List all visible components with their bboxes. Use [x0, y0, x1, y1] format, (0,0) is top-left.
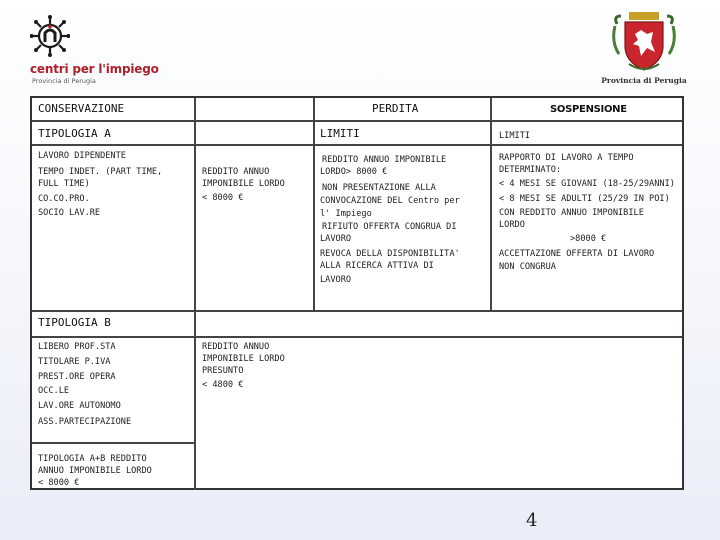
tipologia-a-item: SOCIO LAV.RE [38, 208, 101, 218]
centri-impiego-emblem-icon [30, 14, 70, 60]
tipologia-b-item: ASS.PARTECIPAZIONE [38, 417, 132, 427]
col-divider-3 [490, 98, 492, 310]
subheader-limiti-perdita: LIMITI [320, 127, 360, 140]
brand-subtitle: Provincia di Perugia [32, 77, 96, 85]
tipologia-b-item: OCC.LE [38, 386, 70, 396]
perdita-limit-line: CONVOCAZIONE DEL Centro per [320, 196, 460, 206]
tipologia-b-item: LIBERO PROF.STA [38, 342, 116, 352]
tipologia-a-limit: REDDITO ANNUO [202, 167, 270, 177]
subheader-tipologia-b: TIPOLOGIA B [38, 316, 111, 329]
tipologia-ab-line: TIPOLOGIA A+B REDDITO [38, 454, 147, 464]
conservazione-table [30, 96, 684, 490]
sospensione-limit-line: NON CONGRUA [499, 262, 556, 272]
perdita-limit-line: LAVORO [320, 234, 352, 244]
perdita-limit-line: NON PRESENTAZIONE ALLA [322, 183, 436, 193]
sospensione-limit-line: DETERMINATO: [499, 165, 562, 175]
perdita-limit-line: LAVORO [320, 275, 352, 285]
row-divider-4 [32, 336, 682, 338]
perdita-limit-line: RIFIUTO OFFERTA CONGRUA DI [322, 222, 457, 232]
provincia-coat-of-arms-icon [611, 12, 677, 74]
tipologia-b-limit: IMPONIBILE LORDO [202, 354, 285, 364]
tipologia-ab-line: ANNUO IMPONIBILE LORDO [38, 466, 152, 476]
row-divider-3 [32, 310, 682, 312]
perdita-limit-line: LORDO> 8000 € [320, 167, 388, 177]
tipologia-b-limit: < 4800 € [202, 380, 244, 390]
col-divider-2 [313, 98, 315, 310]
tipologia-b-item: TITOLARE P.IVA [38, 357, 111, 367]
tipologia-b-limit: REDDITO ANNUO [202, 342, 270, 352]
tipologia-a-limit: IMPONIBILE LORDO [202, 179, 285, 189]
tipologia-a-item: FULL TIME) [38, 179, 90, 189]
sospensione-limit-line: ACCETTAZIONE OFFERTA DI LAVORO [499, 249, 655, 259]
header-conservazione: CONSERVAZIONE [38, 102, 125, 115]
tipologia-ab-line: < 8000 € [38, 478, 80, 488]
sospensione-limit-line: >8000 € [570, 234, 607, 244]
tipologia-a-item: LAVORO DIPENDENTE [38, 151, 126, 161]
page-number: 4 [526, 510, 538, 531]
row-divider-5 [32, 442, 195, 444]
perdita-limit-line: REVOCA DELLA DISPONIBILITA' [320, 249, 460, 259]
tipologia-a-item: CO.CO.PRO. [38, 194, 90, 204]
perdita-limit-line: ALLA RICERCA ATTIVA DI [320, 261, 434, 271]
tipologia-a-item: TEMPO INDET. (PART TIME, [38, 167, 163, 177]
tipologia-b-item: LAV.ORE AUTONOMO [38, 401, 121, 411]
sospensione-limit-line: CON REDDITO ANNUO IMPONIBILE [499, 208, 644, 218]
col-divider-1 [194, 98, 196, 490]
subheader-tipologia-a: TIPOLOGIA A [38, 127, 111, 140]
subheader-limiti-sospensione: LIMITI [499, 131, 531, 141]
brand-title: centri per l'impiego [30, 62, 159, 76]
header-sospensione: SOSPENSIONE [550, 104, 627, 115]
centri-impiego-logo [24, 14, 159, 86]
tipologia-a-limit: < 8000 € [202, 193, 244, 203]
provincia-perugia-logo [597, 12, 691, 90]
row-divider-1 [32, 120, 682, 122]
provincia-label: Provincia di Perugia [601, 76, 687, 85]
tipologia-b-limit: PRESUNTO [202, 366, 244, 376]
sospensione-limit-line: < 4 MESI SE GIOVANI (18-25/29ANNI) [499, 179, 675, 189]
sospensione-limit-line: < 8 MESI SE ADULTI (25/29 IN POI) [499, 194, 670, 204]
sospensione-limit-line: LORDO [499, 220, 525, 230]
row-divider-2 [32, 144, 682, 146]
tipologia-b-item: PREST.ORE OPERA [38, 372, 116, 382]
perdita-limit-line: REDDITO ANNUO IMPONIBILE [322, 155, 447, 165]
sospensione-limit-line: RAPPORTO DI LAVORO A TEMPO [499, 153, 634, 163]
header-perdita: PERDITA [372, 102, 419, 115]
perdita-limit-line: l' Impiego [320, 209, 372, 219]
